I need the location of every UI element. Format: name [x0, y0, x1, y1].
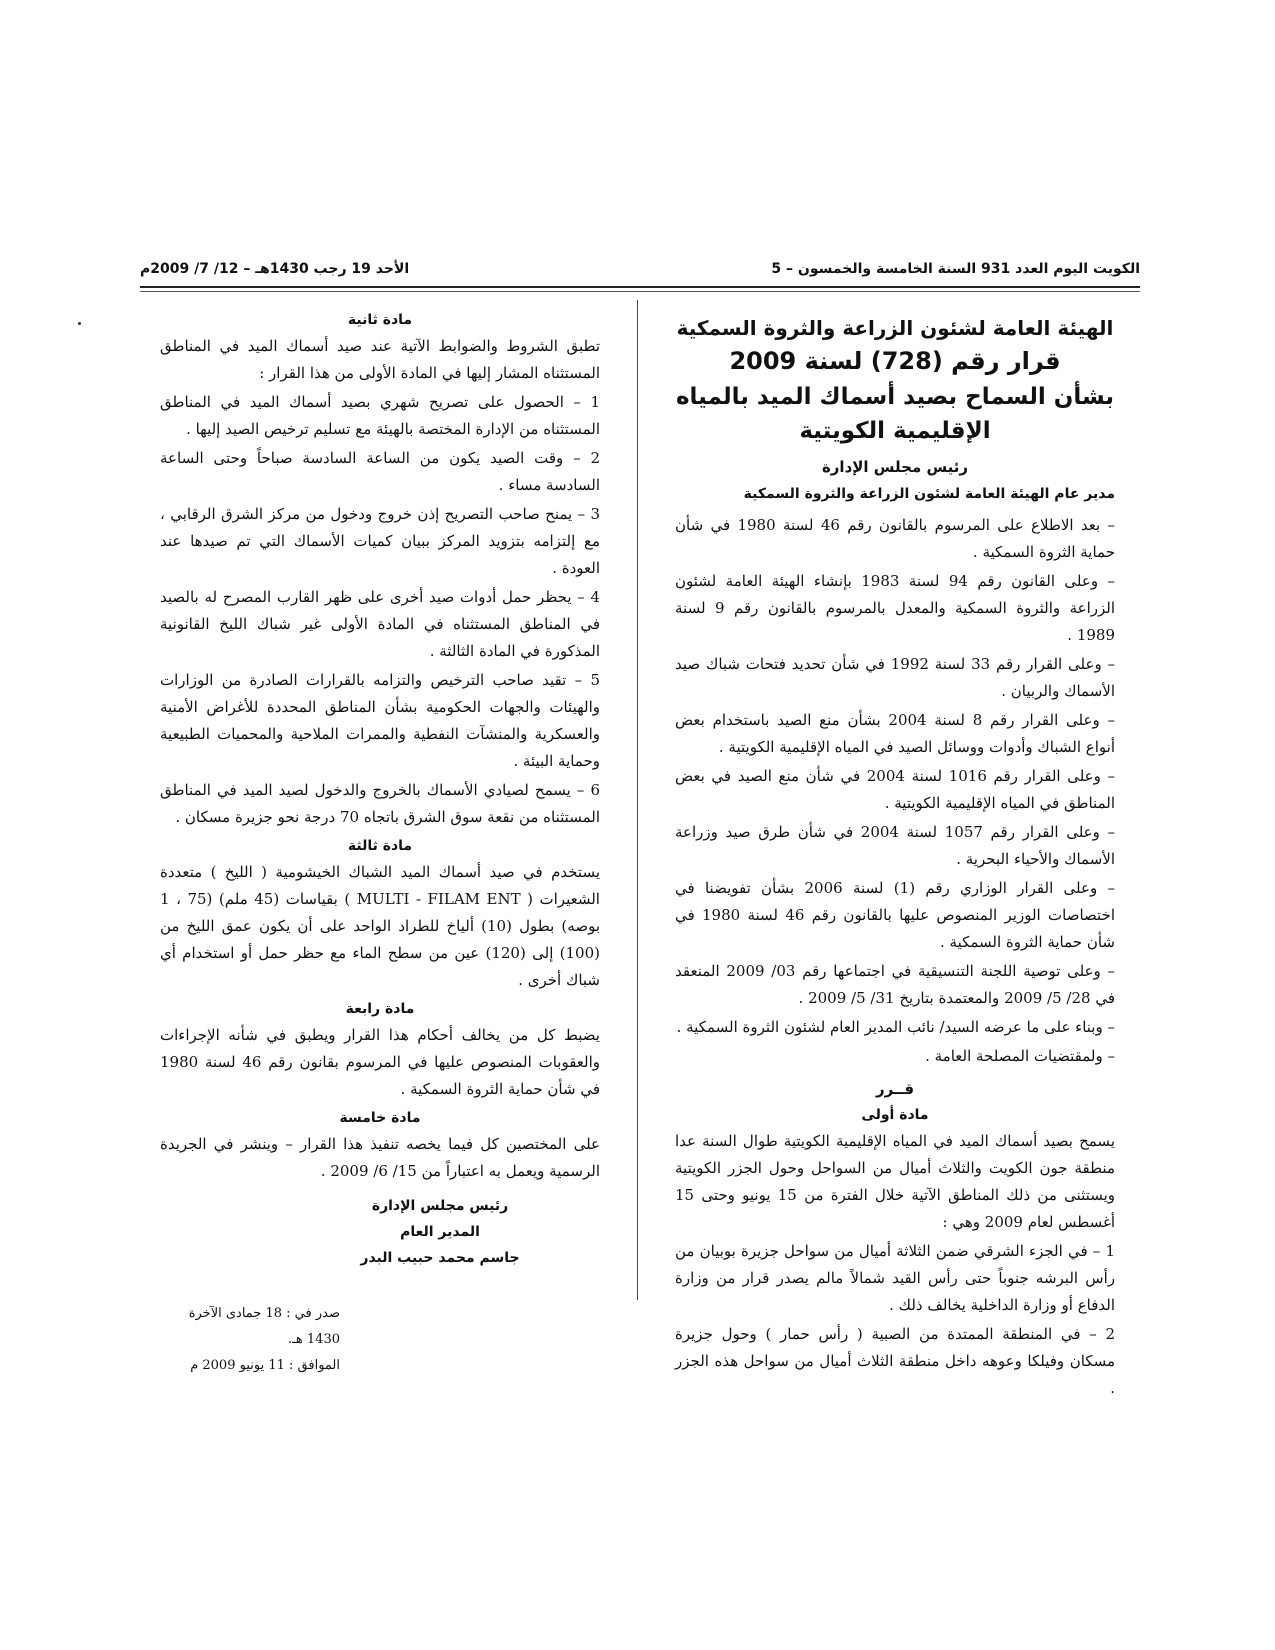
scan-speck	[78, 322, 81, 325]
article-3-title: مادة ثالثة	[347, 838, 413, 854]
article-2-item: 2 – وقت الصيد يكون من الساعة السادسة صباحاً وحتى الساعة السادسة مساء .	[160, 449, 600, 494]
article-2-item: 6 – يسمح لصيادي الأسماك بالخروج والدخول لصيد الميد في المناطق المستثناه من نقعة سوق الشرق باتجاه 70 درجة نحو جزيرة مسكان .	[160, 781, 600, 826]
recital: – وعلى القانون رقم 94 لسنة 1983 بإنشاء الهيئة العامة لشئون الزراعة والثروة السمكية والمعدل بالمرسوم بالقانون رقم 9 لسنة 1989 .	[675, 572, 1116, 644]
recital: – وعلى القرار رقم 1016 لسنة 2004 في شأن منع الصيد في بعض المناطق في المياه الإقليمية الكويتية .	[675, 767, 1115, 812]
article-1-title: مادة أولى	[861, 1107, 929, 1123]
article-2-item: 1 – الحصول على تصريح شهري بصيد أسماك الميد في المناطق المستثناه من الإدارة المختصة بالهيئة مع تسليم ترخيص الصيد إليها .	[160, 393, 600, 438]
article-2-intro: تطبق الشروط والضوابط الآتية عند صيد أسماك الميد في المناطق المستثناه المشار إليها في المادة الأولى من هذا القرار :	[160, 337, 600, 382]
decree-number: قرار رقم (728) لسنة 2009	[729, 347, 1061, 375]
signature-name: جاسم محمد حبيب البدر	[360, 1250, 520, 1266]
article-2-item: 3 – يمنح صاحب التصريح إذن خروج ودخول من مركز الشرق الرقابي ، مع إلتزامه بتزويد المركز ببيان كميات الأسماك التي تم صيدها عند العودة .	[160, 505, 600, 577]
chair-title: رئيس مجلس الإدارة	[821, 458, 969, 476]
article-1-item: 2 – في المنطقة الممتدة من الصبية ( رأس حمار ) وحول جزيرة مسكان وفيلكا وعوهه داخل منطقة الثلاث أميال من سواحل هذه الجزر .	[675, 1325, 1115, 1397]
decree-subject: بشأن السماح بصيد أسماك الميد بالمياه الإقليمية الكويتية	[675, 384, 1115, 444]
column-divider	[637, 300, 638, 1300]
right-column	[675, 305, 1115, 1404]
authority-name: الهيئة العامة لشئون الزراعة والثروة السمكية	[676, 316, 1114, 340]
recital: – ولمقتضيات المصلحة العامة .	[925, 1047, 1115, 1065]
page-header	[140, 252, 1140, 286]
decides-heading: قــرر	[875, 1080, 915, 1098]
article-1-text: يسمح بصيد أسماك الميد في المياه الإقليمية الكويتية طوال السنة عدا منطقة جون الكويت والثلاث أميال من السواحل وحول الجزر الكويتية ويستثنى من ذلك المناطق الآتية خلال الفترة من 15 يونيو وحتى 15 أغسطس لعام 2009 وهي :	[675, 1132, 1115, 1231]
article-5-title: مادة خامسة	[339, 1110, 421, 1126]
article-1-item: 1 – في الجزء الشرقي ضمن الثلاثة أميال من سواحل جزيرة بوبيان من رأس البرشه جنوباً حتى رأس القيد شمالاً مالم يصدر قرار من وزارة الدفاع أو وزارة الداخلية يخالف ذلك .	[675, 1242, 1115, 1314]
recital: – وبناء على ما عرضه السيد/ نائب المدير العام لشئون الثروة السمكية .	[676, 1018, 1115, 1036]
article-2-item: 4 – يحظر حمل أدوات صيد أخرى على ظهر القارب المصرح له بالصيد في المناطق المستثناه في المادة الأولى غير شباك الليخ القانونية المذكورة في المادة الثالثة .	[160, 588, 600, 660]
article-4-text: يضبط كل من يخالف أحكام هذا القرار ويطبق في شأنه الإجراءات والعقوبات المنصوص عليها في المرسوم بقانون رقم 46 لسنة 1980 في شأن حماية الثروة السمكية .	[160, 1026, 601, 1098]
issued-hijri: صدر في : 18 جمادى الآخرة 1430 هـ.	[188, 1306, 340, 1347]
issue-date-block	[160, 1301, 600, 1379]
signature-chair: رئيس مجلس الإدارة	[371, 1198, 509, 1214]
header-rule	[140, 286, 1140, 292]
header-issue-info: الكويت اليوم العدد 931 السنة الخامسة والخمسون – 5	[771, 261, 1140, 277]
issued-gregorian: الموافق : 11 يونيو 2009 م	[190, 1358, 340, 1373]
left-column	[160, 305, 600, 1379]
recital: – وعلى القرار رقم 1057 لسنة 2004 في شأن طرق صيد وزراعة الأسماك والأحياء البحرية .	[675, 823, 1115, 868]
director-title: مدير عام الهيئة العامة لشئون الزراعة والثروة السمكية	[743, 486, 1115, 502]
article-3-text: يستخدم في صيد أسماك الميد الشباك الخيشومية ( الليخ ) متعددة الشعيرات ( MULTI - FILAM ENT ) بقياسات (45 ملم) (75 ، 1 بوصه) بطول (10) ألياخ للطراد الواحد على أن يكون عمق الليخ من (100) إلى (120) عين من سطح الماء مع حظر حمل أو استخدام أي شباك أخرى .	[160, 863, 600, 989]
article-2-title: مادة ثانية	[347, 312, 413, 328]
signature-director-general: المدير العام	[400, 1224, 480, 1240]
header-date: الأحد 19 رجب 1430هـ – 12/ 7/ 2009م	[140, 261, 410, 277]
recital: – بعد الاطلاع على المرسوم بالقانون رقم 46 لسنة 1980 في شأن حماية الثروة السمكية .	[675, 516, 1115, 561]
recital: – وعلى القرار الوزاري رقم (1) لسنة 2006 بشأن تفويضنا في اختصاصات الوزير المنصوص عليها بالقانون رقم 46 لسنة 1980 في شأن حماية الثروة السمكية .	[675, 879, 1115, 951]
article-5-text: على المختصين كل فيما يخصه تنفيذ هذا القرار – وينشر في الجريدة الرسمية ويعمل به اعتباراً من 15/ 6/ 2009 .	[160, 1135, 600, 1180]
recital: – وعلى القرار رقم 8 لسنة 2004 بشأن منع الصيد باستخدام بعض أنواع الشباك وأدوات ووسائل الصيد في المياه الإقليمية الكويتية .	[675, 711, 1115, 756]
signature-block	[160, 1193, 600, 1271]
article-4-title: مادة رابعة	[345, 1001, 415, 1017]
article-2-item: 5 – تقيد صاحب الترخيص والتزامه بالقرارات الصادرة من الوزارات والهيئات والجهات الحكومية بشأن المناطق المحددة للأغراض الأمنية والعسكرية والمنشآت النفطية والممرات الملاحية والمحميات الطبيعية وحماية البيئة .	[160, 671, 600, 770]
recital: – وعلى توصية اللجنة التنسيقية في اجتماعها رقم 03/ 2009 المنعقد في 28/ 5/ 2009 والمعتمدة بتاريخ 31/ 5/ 2009 .	[675, 962, 1116, 1007]
recital: – وعلى القرار رقم 33 لسنة 1992 في شأن تحديد فتحات شباك صيد الأسماك والربيان .	[675, 655, 1115, 700]
